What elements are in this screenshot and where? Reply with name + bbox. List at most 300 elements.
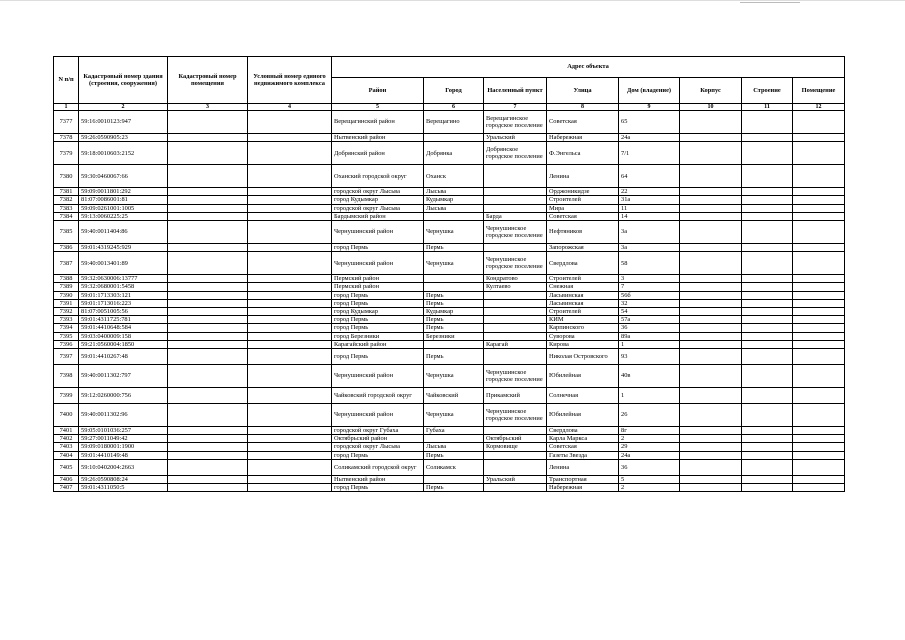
- pomeschenie-cell: [793, 365, 845, 388]
- table-row: [54, 340, 845, 348]
- pomeschenie-cell: [793, 404, 845, 427]
- cadastral-room: [168, 451, 248, 459]
- cadastral-room: [168, 316, 248, 324]
- street-cell: Советская: [547, 212, 619, 220]
- street-cell: Ленина: [547, 165, 619, 188]
- header-num: N п/п: [54, 57, 79, 104]
- city-cell: Пермь: [424, 324, 484, 332]
- conditional-number: [248, 324, 332, 332]
- district-cell: Бардымский район: [332, 212, 424, 220]
- city-cell: Пермь: [424, 244, 484, 252]
- settlement-cell: Барда: [484, 212, 547, 220]
- cadastral-room: [168, 340, 248, 348]
- row-number: 7394: [54, 324, 79, 332]
- city-cell: [424, 340, 484, 348]
- row-number: 7383: [54, 204, 79, 212]
- district-cell: город Пермь: [332, 349, 424, 365]
- korpus-cell: [680, 332, 742, 340]
- row-number: 7407: [54, 484, 79, 492]
- conditional-number: [248, 451, 332, 459]
- district-cell: Верещагинский район: [332, 111, 424, 134]
- column-number: 4: [248, 104, 332, 111]
- cadastral-room: [168, 283, 248, 291]
- stroenie-cell: [742, 212, 793, 220]
- house-cell: 7: [619, 283, 680, 291]
- cadastral-number: 59:32:0630006:13777: [79, 275, 168, 283]
- city-cell: Чернушка: [424, 252, 484, 275]
- table-row: [54, 204, 845, 212]
- korpus-cell: [680, 316, 742, 324]
- row-number: 7392: [54, 308, 79, 316]
- cadastral-number: 59:01:1713016:223: [79, 299, 168, 307]
- city-cell: Пермь: [424, 451, 484, 459]
- street-cell: Орджоникидзе: [547, 188, 619, 196]
- conditional-number: [248, 475, 332, 483]
- pomeschenie-cell: [793, 291, 845, 299]
- korpus-cell: [680, 165, 742, 188]
- house-cell: 7/1: [619, 142, 680, 165]
- house-cell: 3а: [619, 221, 680, 244]
- cadastral-number: 59:01:4311050:5: [79, 484, 168, 492]
- cadastral-number: 59:40:0013401:89: [79, 252, 168, 275]
- row-number: 7385: [54, 221, 79, 244]
- cadastral-number: 59:30:0460067:66: [79, 165, 168, 188]
- district-cell: Пермский район: [332, 275, 424, 283]
- column-number: 2: [79, 104, 168, 111]
- cadastral-number: 59:40:0011302:96: [79, 404, 168, 427]
- pomeschenie-cell: [793, 212, 845, 220]
- street-cell: Советская: [547, 443, 619, 451]
- column-number: 3: [168, 104, 248, 111]
- header-house: Дом (владение): [619, 78, 680, 104]
- settlement-cell: [484, 204, 547, 212]
- table-row: [54, 221, 845, 244]
- row-number: 7395: [54, 332, 79, 340]
- stroenie-cell: [742, 388, 793, 404]
- korpus-cell: [680, 365, 742, 388]
- settlement-cell: Уральский: [484, 134, 547, 142]
- house-cell: 36: [619, 459, 680, 475]
- street-cell: Карла Маркса: [547, 435, 619, 443]
- stroenie-cell: [742, 299, 793, 307]
- cadastral-room: [168, 365, 248, 388]
- row-number: 7401: [54, 427, 79, 435]
- cadastral-number: 59:09:0180001:1900: [79, 443, 168, 451]
- pomeschenie-cell: [793, 349, 845, 365]
- stroenie-cell: [742, 308, 793, 316]
- house-cell: 31а: [619, 196, 680, 204]
- house-cell: 1: [619, 340, 680, 348]
- street-cell: Нефтяников: [547, 221, 619, 244]
- row-number: 7397: [54, 349, 79, 365]
- cadastral-number: 59:26:0590808:24: [79, 475, 168, 483]
- table-row: [54, 142, 845, 165]
- row-number: 7391: [54, 299, 79, 307]
- row-number: 7389: [54, 283, 79, 291]
- cadastral-number: 59:05:0101036:257: [79, 427, 168, 435]
- table-row: [54, 244, 845, 252]
- cadastral-room: [168, 252, 248, 275]
- column-number: 7: [484, 104, 547, 111]
- cadastral-room: [168, 332, 248, 340]
- conditional-number: [248, 388, 332, 404]
- house-cell: 93: [619, 349, 680, 365]
- house-cell: 22: [619, 188, 680, 196]
- pomeschenie-cell: [793, 252, 845, 275]
- city-cell: Соликамск: [424, 459, 484, 475]
- cadastral-number: 59:01:4311725:781: [79, 316, 168, 324]
- pomeschenie-cell: [793, 459, 845, 475]
- row-number: 7379: [54, 142, 79, 165]
- settlement-cell: [484, 308, 547, 316]
- row-number: 7403: [54, 443, 79, 451]
- settlement-cell: Култаево: [484, 283, 547, 291]
- conditional-number: [248, 316, 332, 324]
- cadastral-number: 59:32:0680001:5458: [79, 283, 168, 291]
- table-row: [54, 188, 845, 196]
- scan-artifact-top: [0, 0, 905, 1]
- district-cell: Карагайский район: [332, 340, 424, 348]
- settlement-cell: [484, 451, 547, 459]
- district-cell: Пермский район: [332, 283, 424, 291]
- settlement-cell: [484, 188, 547, 196]
- pomeschenie-cell: [793, 316, 845, 324]
- stroenie-cell: [742, 165, 793, 188]
- settlement-cell: [484, 484, 547, 492]
- cadastral-room: [168, 299, 248, 307]
- settlement-cell: [484, 299, 547, 307]
- district-cell: Соликамский городской округ: [332, 459, 424, 475]
- cadastral-number: 59:13:0060225:25: [79, 212, 168, 220]
- cadastral-number: 59:40:0011302:797: [79, 365, 168, 388]
- settlement-cell: [484, 427, 547, 435]
- korpus-cell: [680, 427, 742, 435]
- city-cell: Пермь: [424, 484, 484, 492]
- conditional-number: [248, 165, 332, 188]
- row-number: 7400: [54, 404, 79, 427]
- street-cell: Карпинского: [547, 324, 619, 332]
- stroenie-cell: [742, 332, 793, 340]
- settlement-cell: [484, 332, 547, 340]
- table-row: [54, 332, 845, 340]
- conditional-number: [248, 291, 332, 299]
- pomeschenie-cell: [793, 188, 845, 196]
- cadastral-room: [168, 475, 248, 483]
- district-cell: Добрянский район: [332, 142, 424, 165]
- house-cell: 36: [619, 324, 680, 332]
- conditional-number: [248, 349, 332, 365]
- pomeschenie-cell: [793, 475, 845, 483]
- stroenie-cell: [742, 275, 793, 283]
- korpus-cell: [680, 204, 742, 212]
- header-cad-room: Кадастровый номер помещения: [168, 57, 248, 104]
- stroenie-cell: [742, 340, 793, 348]
- cadastral-number: 59:18:0010603:2152: [79, 142, 168, 165]
- column-number: 8: [547, 104, 619, 111]
- settlement-cell: Чернушинское городское поселение: [484, 221, 547, 244]
- header-city: Город: [424, 78, 484, 104]
- settlement-cell: Добрянское городское поселение: [484, 142, 547, 165]
- district-cell: город Пермь: [332, 291, 424, 299]
- table-row: [54, 427, 845, 435]
- stroenie-cell: [742, 291, 793, 299]
- district-cell: город Пермь: [332, 244, 424, 252]
- district-cell: городской округ Лысьва: [332, 204, 424, 212]
- district-cell: Нытвенский район: [332, 475, 424, 483]
- table-row: [54, 484, 845, 492]
- city-cell: Чернушка: [424, 221, 484, 244]
- street-cell: Мира: [547, 204, 619, 212]
- pomeschenie-cell: [793, 443, 845, 451]
- city-cell: [424, 283, 484, 291]
- city-cell: Чернушка: [424, 404, 484, 427]
- korpus-cell: [680, 388, 742, 404]
- stroenie-cell: [742, 244, 793, 252]
- stroenie-cell: [742, 349, 793, 365]
- row-number: 7382: [54, 196, 79, 204]
- row-number: 7405: [54, 459, 79, 475]
- stroenie-cell: [742, 365, 793, 388]
- korpus-cell: [680, 134, 742, 142]
- cadastral-room: [168, 111, 248, 134]
- table-row: [54, 196, 845, 204]
- header-pomeschenie: Помещение: [793, 78, 845, 104]
- pomeschenie-cell: [793, 142, 845, 165]
- cadastral-room: [168, 443, 248, 451]
- cadastral-room: [168, 188, 248, 196]
- pomeschenie-cell: [793, 111, 845, 134]
- settlement-cell: Прикамский: [484, 388, 547, 404]
- city-cell: Пермь: [424, 349, 484, 365]
- row-number: 7396: [54, 340, 79, 348]
- cadastral-room: [168, 142, 248, 165]
- house-cell: 24а: [619, 134, 680, 142]
- settlement-cell: Кондратово: [484, 275, 547, 283]
- table-row: [54, 404, 845, 427]
- row-number: 7380: [54, 165, 79, 188]
- city-cell: Березники: [424, 332, 484, 340]
- settlement-cell: Уральский: [484, 475, 547, 483]
- korpus-cell: [680, 142, 742, 165]
- table-row: [54, 475, 845, 483]
- city-cell: [424, 134, 484, 142]
- district-cell: город Березники: [332, 332, 424, 340]
- cadastral-number: 59:12:0260000:756: [79, 388, 168, 404]
- conditional-number: [248, 435, 332, 443]
- scan-artifact-right: [740, 2, 800, 3]
- stroenie-cell: [742, 188, 793, 196]
- cadastral-room: [168, 484, 248, 492]
- korpus-cell: [680, 252, 742, 275]
- house-cell: 57а: [619, 316, 680, 324]
- street-cell: Свердлова: [547, 427, 619, 435]
- district-cell: городской округ Лысьва: [332, 188, 424, 196]
- cadastral-room: [168, 165, 248, 188]
- house-cell: 3а: [619, 244, 680, 252]
- stroenie-cell: [742, 324, 793, 332]
- header-settlement: Населенный пункт: [484, 78, 547, 104]
- row-number: 7378: [54, 134, 79, 142]
- cadastral-number: 81:07:0086001:81: [79, 196, 168, 204]
- column-number: 10: [680, 104, 742, 111]
- row-number: 7386: [54, 244, 79, 252]
- column-number: 1: [54, 104, 79, 111]
- house-cell: 40в: [619, 365, 680, 388]
- street-cell: Юбилейная: [547, 404, 619, 427]
- stroenie-cell: [742, 427, 793, 435]
- column-number: 5: [332, 104, 424, 111]
- stroenie-cell: [742, 451, 793, 459]
- cadastral-number: 59:01:1713303:121: [79, 291, 168, 299]
- table-row: [54, 299, 845, 307]
- street-cell: Газеты Звезда: [547, 451, 619, 459]
- house-cell: 14: [619, 212, 680, 220]
- row-number: 7388: [54, 275, 79, 283]
- table-row: [54, 459, 845, 475]
- table-row: [54, 134, 845, 142]
- korpus-cell: [680, 111, 742, 134]
- house-cell: 32: [619, 299, 680, 307]
- settlement-cell: Кормовище: [484, 443, 547, 451]
- conditional-number: [248, 196, 332, 204]
- settlement-cell: [484, 349, 547, 365]
- table-row: [54, 252, 845, 275]
- korpus-cell: [680, 244, 742, 252]
- stroenie-cell: [742, 283, 793, 291]
- cadastral-room: [168, 291, 248, 299]
- street-cell: Строителей: [547, 308, 619, 316]
- header-cond-number: Условный номер единого недвижимого комплекса: [248, 57, 332, 104]
- house-cell: 11: [619, 204, 680, 212]
- district-cell: Чайковский городской округ: [332, 388, 424, 404]
- settlement-cell: Чернушинское городское поселение: [484, 252, 547, 275]
- house-cell: 5: [619, 475, 680, 483]
- conditional-number: [248, 134, 332, 142]
- korpus-cell: [680, 275, 742, 283]
- street-cell: Юбилейная: [547, 365, 619, 388]
- pomeschenie-cell: [793, 204, 845, 212]
- conditional-number: [248, 252, 332, 275]
- district-cell: Чернушинский район: [332, 252, 424, 275]
- table-row: [54, 443, 845, 451]
- conditional-number: [248, 459, 332, 475]
- row-number: 7393: [54, 316, 79, 324]
- stroenie-cell: [742, 142, 793, 165]
- table-row: [54, 365, 845, 388]
- street-cell: Строителей: [547, 196, 619, 204]
- korpus-cell: [680, 349, 742, 365]
- street-cell: Строителей: [547, 275, 619, 283]
- row-number: 7406: [54, 475, 79, 483]
- settlement-cell: Верещагинское городское поселение: [484, 111, 547, 134]
- korpus-cell: [680, 324, 742, 332]
- district-cell: город Пермь: [332, 324, 424, 332]
- column-number: 12: [793, 104, 845, 111]
- row-number: 7381: [54, 188, 79, 196]
- settlement-cell: [484, 316, 547, 324]
- pomeschenie-cell: [793, 451, 845, 459]
- city-cell: [424, 435, 484, 443]
- city-cell: Оханск: [424, 165, 484, 188]
- street-cell: Набережная: [547, 134, 619, 142]
- pomeschenie-cell: [793, 484, 845, 492]
- cadastral-number: 59:01:4410149:48: [79, 451, 168, 459]
- city-cell: Губаха: [424, 427, 484, 435]
- table-row: [54, 111, 845, 134]
- korpus-cell: [680, 196, 742, 204]
- header-address: Адрес объекта: [332, 57, 845, 78]
- header-street: Улица: [547, 78, 619, 104]
- cadastral-room: [168, 349, 248, 365]
- district-cell: Октябрьский район: [332, 435, 424, 443]
- pomeschenie-cell: [793, 427, 845, 435]
- city-cell: Добрянка: [424, 142, 484, 165]
- settlement-cell: [484, 291, 547, 299]
- city-cell: Пермь: [424, 291, 484, 299]
- stroenie-cell: [742, 484, 793, 492]
- column-numbers-row: [54, 104, 845, 111]
- city-cell: Чайковский: [424, 388, 484, 404]
- table-row: [54, 212, 845, 220]
- house-cell: 58: [619, 252, 680, 275]
- district-cell: городской округ Губаха: [332, 427, 424, 435]
- stroenie-cell: [742, 435, 793, 443]
- street-cell: Николая Островского: [547, 349, 619, 365]
- pomeschenie-cell: [793, 221, 845, 244]
- header-korpus: Корпус: [680, 78, 742, 104]
- district-cell: город Пермь: [332, 484, 424, 492]
- pomeschenie-cell: [793, 435, 845, 443]
- cadastral-number: 59:01:4319245:929: [79, 244, 168, 252]
- district-cell: Нытвенский район: [332, 134, 424, 142]
- table-row: [54, 291, 845, 299]
- pomeschenie-cell: [793, 165, 845, 188]
- korpus-cell: [680, 451, 742, 459]
- pomeschenie-cell: [793, 324, 845, 332]
- conditional-number: [248, 365, 332, 388]
- settlement-cell: Чернушинское городское поселение: [484, 404, 547, 427]
- pomeschenie-cell: [793, 388, 845, 404]
- conditional-number: [248, 221, 332, 244]
- table-row: [54, 308, 845, 316]
- conditional-number: [248, 275, 332, 283]
- row-number: 7398: [54, 365, 79, 388]
- cadastral-number: 59:09:0261001:1005: [79, 204, 168, 212]
- district-cell: городской округ Лысьва: [332, 443, 424, 451]
- city-cell: Пермь: [424, 316, 484, 324]
- street-cell: Транспортная: [547, 475, 619, 483]
- row-number: 7384: [54, 212, 79, 220]
- settlement-cell: Октябрьский: [484, 435, 547, 443]
- street-cell: Ласьвинская: [547, 291, 619, 299]
- pomeschenie-cell: [793, 299, 845, 307]
- conditional-number: [248, 283, 332, 291]
- header-cad-building: Кадастровый номер здания (строения, сооружения): [79, 57, 168, 104]
- table-body: [54, 111, 845, 492]
- register-table: [53, 56, 845, 492]
- street-cell: Запорожская: [547, 244, 619, 252]
- pomeschenie-cell: [793, 308, 845, 316]
- city-cell: [424, 475, 484, 483]
- column-number: 11: [742, 104, 793, 111]
- stroenie-cell: [742, 459, 793, 475]
- pomeschenie-cell: [793, 340, 845, 348]
- cadastral-number: 59:01:4410648:584: [79, 324, 168, 332]
- stroenie-cell: [742, 252, 793, 275]
- district-cell: Оханский городской округ: [332, 165, 424, 188]
- district-cell: город Кудымкар: [332, 196, 424, 204]
- stroenie-cell: [742, 221, 793, 244]
